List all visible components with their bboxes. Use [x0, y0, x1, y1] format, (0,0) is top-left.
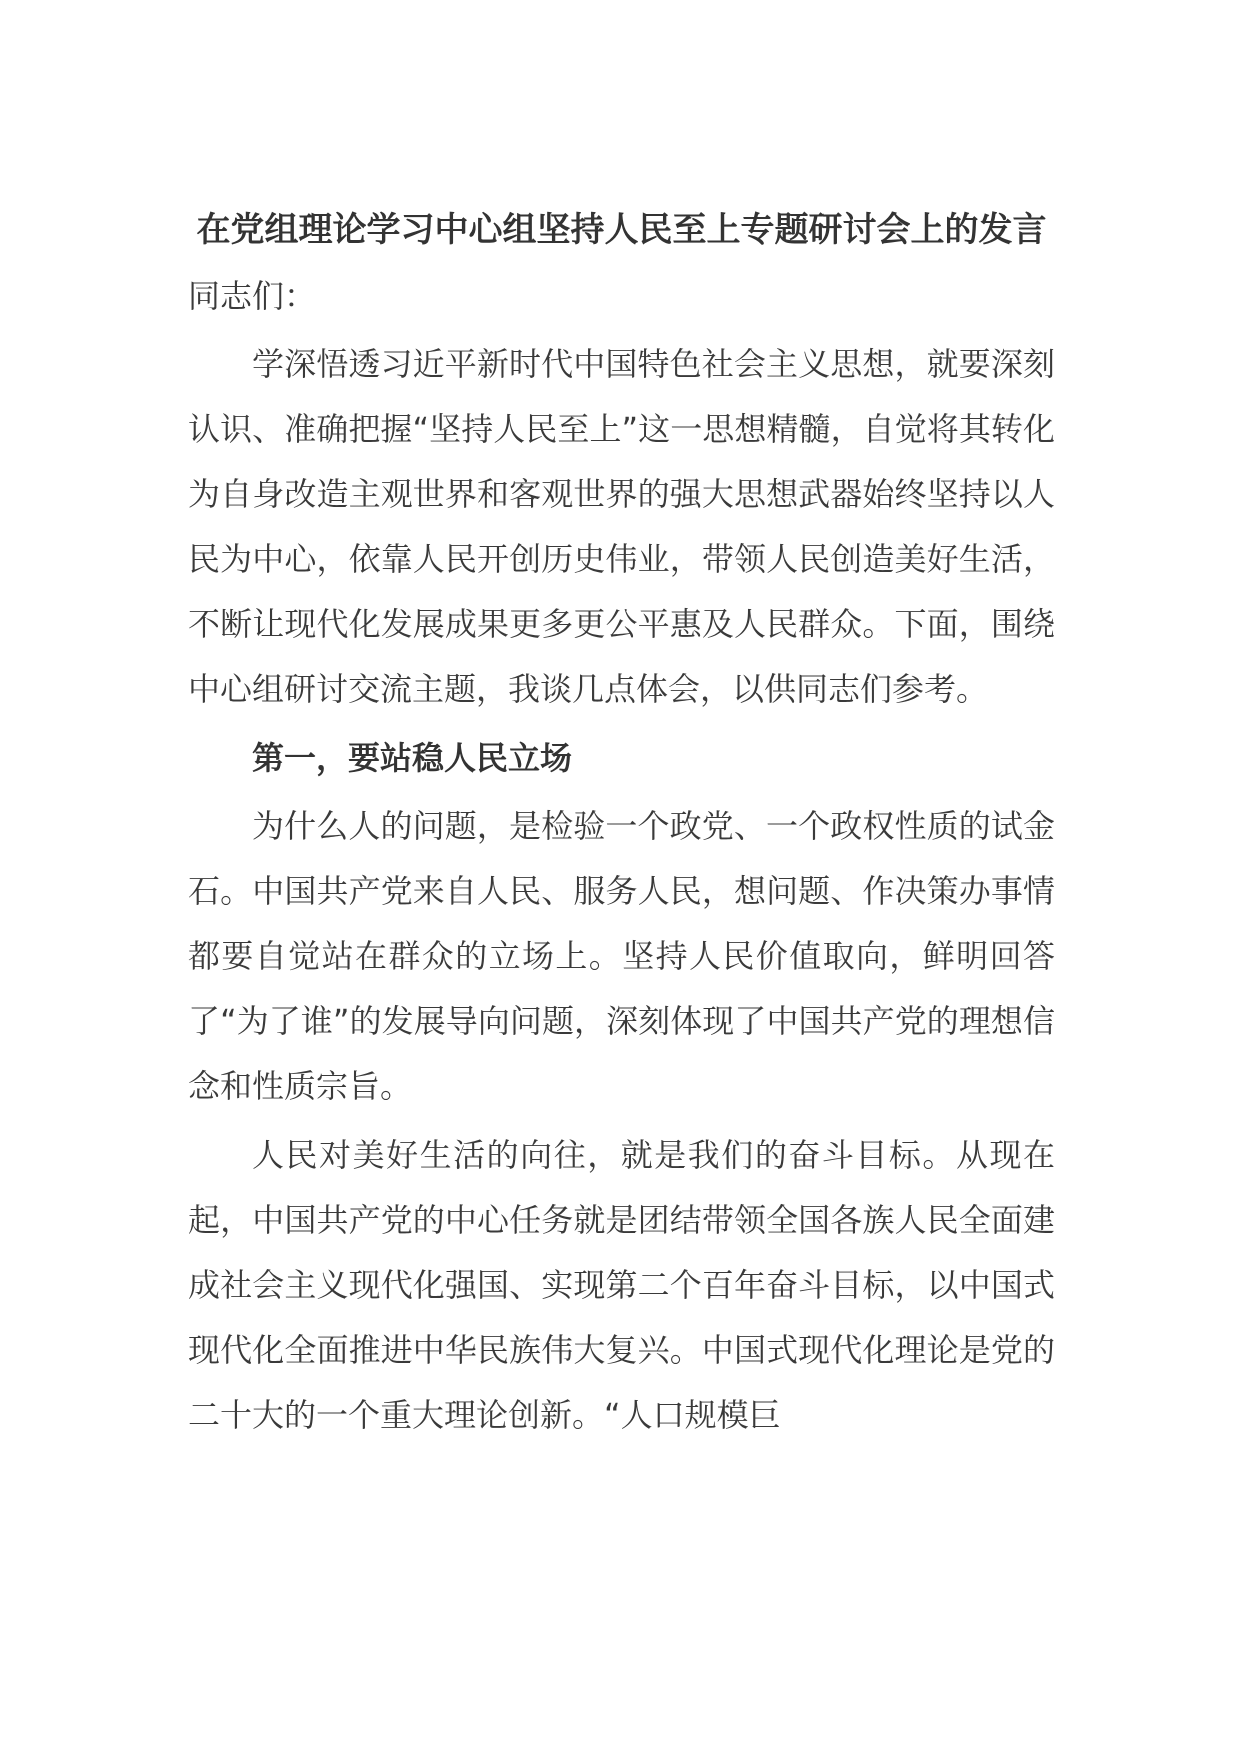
body-paragraph: 人民对美好生活的向往，就是我们的奋斗目标。从现在起，中国共产党的中心任务就是团结带领全国各族人民全面建成社会主义现代化强国、实现第二个百年奋斗目标，以中国式现代化全面推进中华民族伟大复兴。中国式现代化理论是党的二十大的一个重大理论创新。“人口规模巨: [188, 1136, 1055, 1434]
salutation: 同志们：: [188, 277, 317, 315]
section-heading: 第一，要站稳人民立场: [252, 739, 573, 777]
document-body: [188, 200, 1055, 1448]
document-title: 在党组理论学习中心组坚持人民至上专题研讨会上的发言: [196, 210, 1047, 250]
intro-paragraph: 学深悟透习近平新时代中国特色社会主义思想，就要深刻认识、准确把握“坚持人民至上”这一思想精髓，自觉将其转化为自身改造主观世界和客观世界的强大思想武器始终坚持以人民为中心，依靠人民开创历史伟业，带领人民创造美好生活，不断让现代化发展成果更多更公平惠及人民群众。下面，围绕中心组研讨交流主题，我谈几点体会，以供同志们参考。: [188, 345, 1055, 708]
body-paragraph: 为什么人的问题，是检验一个政党、一个政权性质的试金石。中国共产党来自人民、服务人民，想问题、作决策办事情都要自觉站在群众的立场上。坚持人民价值取向，鲜明回答了“为了谁”的发展导向问题，深刻体现了中国共产党的理想信念和性质宗旨。: [188, 807, 1055, 1105]
